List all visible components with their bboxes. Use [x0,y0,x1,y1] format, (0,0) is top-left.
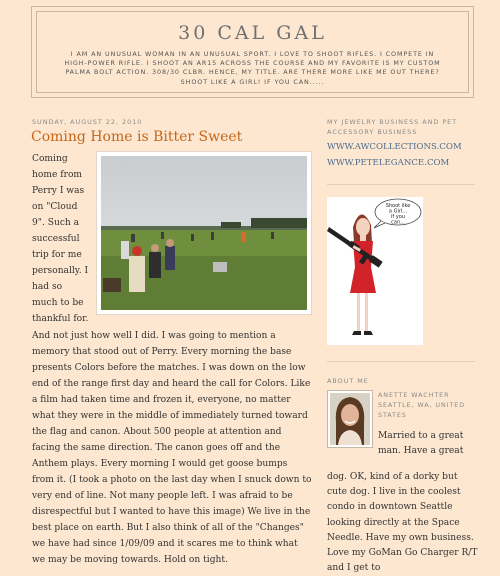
sidebar-divider [327,184,475,185]
profile-description-continued: dog. OK, kind of a dorky but cute dog. I live in the coolest condo in downtown Seattle looking directly at the Space Needle. Have my own business. Love my GoMan Go Charger R/T and I get to [327,472,478,574]
post-title[interactable]: Coming Home is Bitter Sweet [31,129,243,145]
profile-avatar[interactable] [327,390,373,448]
profile-description: Married to a great man. Have a great [378,431,464,457]
post-body [32,151,312,568]
profile-photo-icon [330,393,370,445]
sidebar-divider [327,361,475,362]
blog-header [31,6,474,98]
cartoon-girl-icon [327,197,423,345]
profile-name-text[interactable]: ANETTE WACHTER [378,391,450,399]
post-date: SUNDAY, AUGUST 22, 2010 [32,118,143,126]
blog-header-inner [36,11,469,93]
about-me-heading: ABOUT ME [327,377,369,385]
bubble-line-3: if you [391,214,405,220]
awcollections-link[interactable]: WWW.AWCOLLECTIONS.COM [327,142,462,152]
profile-name [378,390,478,420]
bubble-line-2: a Girl... [388,208,408,215]
range-photo-image [101,156,307,310]
blog-description: I AM AN UNUSUAL WOMAN IN AN UNUSUAL SPORT. I LOVE TO SHOOT RIFLES. I COMPETE IN HIGH-POWER RIFLE. I SHOOT AN AR15 ACROSS THE COURSE AND MY FAVORITE IS MY CUSTOM PALMA BOLT ACTION. 308/30 CLBR. HENCE, MY TITLE. ARE THERE MORE LIKE ME OUT THERE? SHOOT LIKE A GIRL! IF YOU CAN..... [64,50,441,86]
blog-title[interactable]: 30 CAL GAL [178,22,327,44]
bubble-line-1: Shoot like [385,203,411,209]
bubble-line-4: can... [391,219,405,226]
petelegance-link[interactable]: WWW.PETELEGANCE.COM [327,158,450,168]
shoot-like-a-girl-cartoon[interactable] [327,197,423,345]
post-photo[interactable] [96,151,312,315]
jewelry-heading: MY JEWELRY BUSINESS AND PET ACCESSORY BUSINESS [327,118,458,136]
post-text: Coming home from Perry I was on "Cloud 9". Such a successful trip for me personally. I had so much to be thankful for. And not just how well I did. I was going to mention a memory that stood out of Perry. Every morning the base presents Colors before the matches. I was down on the low end of the range first day and heard the call for Colors. Like a film had taken time and frozen it, everyone, no matter what they were in the middle of immediately turned toward the flag and canon. About 500 people at attention and facing the same direction. The canon goes off and the Anthem plays. Every morning I would get goose bumps from it. (I took a photo on the last day when I snuck down to very end of line. Not many people left. I was afraid to be disrespectful but I wanted to have this image) We live in the best place on earth. But I also think of all of the "Changes" we have had since 1/09/09 and it scares me to think what we may be moving towards. Hold on tight. [32,154,312,566]
profile-location: SEATTLE, WA, UNITED STATES [378,401,466,419]
